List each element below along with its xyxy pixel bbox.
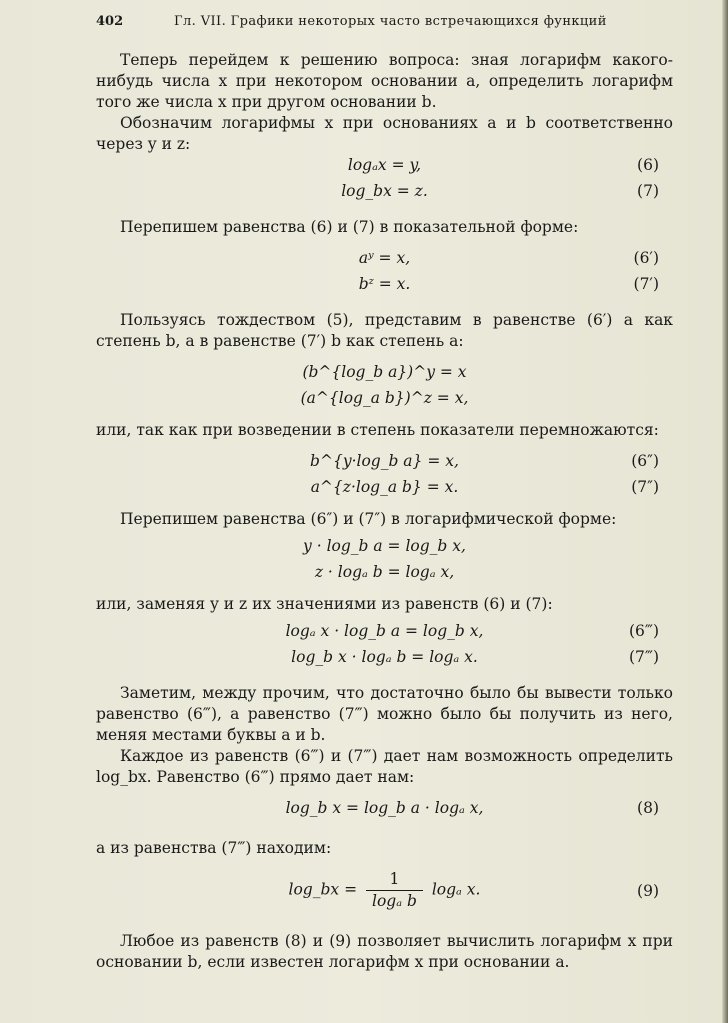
equation-d [96,562,673,588]
equation-7-triple-prime-number: (7‴) [628,648,659,666]
equation-6-double-prime-number: (6″) [631,452,659,470]
paragraph-3: Перепишем равенства (6) и (7) в показательной форме: [120,218,579,236]
equation-6-double-prime-expr: b^{y·log_b a} = x, [310,452,459,470]
equation-7-prime-number: (7′) [633,275,659,293]
equation-7-double-prime [96,477,673,503]
equation-9-denominator: logₐ b [372,892,417,910]
page-number: 402 [96,14,124,29]
paragraph-8: Заметим, между прочим, что достаточно было бы вывести только равенство (6‴), а равенство (7‴) можно было бы получить из него, меняя местами буквы a и b. [96,684,673,744]
page-content [96,50,673,973]
paragraph-6: Перепишем равенства (6″) и (7″) в логарифмической форме: [120,510,617,528]
equation-b [96,388,673,414]
paragraph-7: или, заменяя y и z их значениями из равенств (6) и (7): [96,595,553,613]
equation-8 [96,798,673,824]
equation-9-numerator: 1 [366,869,423,891]
page-edge-shadow [722,0,728,1023]
equation-c [96,536,673,562]
equation-a-expr: (b^{log_b a})^y = x [302,363,467,381]
equation-7-expr: log_bx = z. [341,182,428,200]
equation-7-triple-prime-expr: log_b x · logₐ b = logₐ x. [291,648,478,666]
paragraph-4: Пользуясь тождеством (5), представим в равенстве (6′) a как степень b, а в равенстве (7′) b как степень a: [96,311,673,350]
equation-6-number: (6) [637,156,659,174]
paragraph-2: Обозначим логарифмы x при основаниях a и b соответственно через y и z: [96,114,673,153]
equation-6-double-prime [96,451,673,477]
paragraph-10: а из равенства (7‴) находим: [96,839,332,857]
equation-b-expr: (a^{log_a b})^z = x, [300,389,469,407]
equation-6-triple-prime [96,621,673,647]
equation-7 [96,181,673,207]
equation-6-triple-prime-expr: logₐ x · log_b a = log_b x, [285,622,484,640]
equation-7-prime [96,274,673,300]
equation-9-number: (9) [637,882,659,900]
equation-7-number: (7) [637,182,659,200]
equation-7-prime-expr: bᶻ = x. [358,275,411,293]
running-header [96,14,668,36]
equation-d-expr: z · logₐ b = logₐ x, [314,563,455,581]
equation-6-prime [96,248,673,274]
paragraph-11: Любое из равенств (8) и (9) позволяет вычислить логарифм x при основании b, если известен логарифм x при основании a. [96,932,673,971]
equation-9-rhs: logₐ x. [431,880,481,899]
equation-9-lhs: log_bx = [288,880,358,899]
equation-6-triple-prime-number: (6‴) [628,622,659,640]
paragraph-5: или, так как при возведении в степень показатели перемножаются: [96,421,659,439]
equation-6 [96,155,673,181]
equation-7-triple-prime [96,647,673,673]
equation-9 [96,869,673,917]
paragraph-1: Теперь перейдем к решению вопроса: зная логарифм какого-нибудь числа x при некотором основании a, определить логарифм того же числа x при другом основании b. [96,51,673,111]
equation-8-number: (8) [637,799,659,817]
equation-6-prime-expr: aʸ = x, [358,249,411,267]
equation-6-prime-number: (6′) [633,249,659,267]
equation-8-expr: log_b x = log_b a · logₐ x, [285,799,484,817]
equation-6-expr: logₐx = y, [347,156,422,174]
equation-c-expr: y · log_b a = log_b x, [303,537,466,555]
equation-9-fraction [366,869,423,912]
equation-a [96,362,673,388]
equation-7-double-prime-expr: a^{z·log_a b} = x. [310,478,459,496]
equation-7-double-prime-number: (7″) [631,478,659,496]
paragraph-9: Каждое из равенств (6‴) и (7‴) дает нам возможность определить log_bx. Равенство (6‴) прямо дает нам: [96,747,673,786]
chapter-title: Гл. VII. Графики некоторых часто встречающихся функций [174,14,607,29]
